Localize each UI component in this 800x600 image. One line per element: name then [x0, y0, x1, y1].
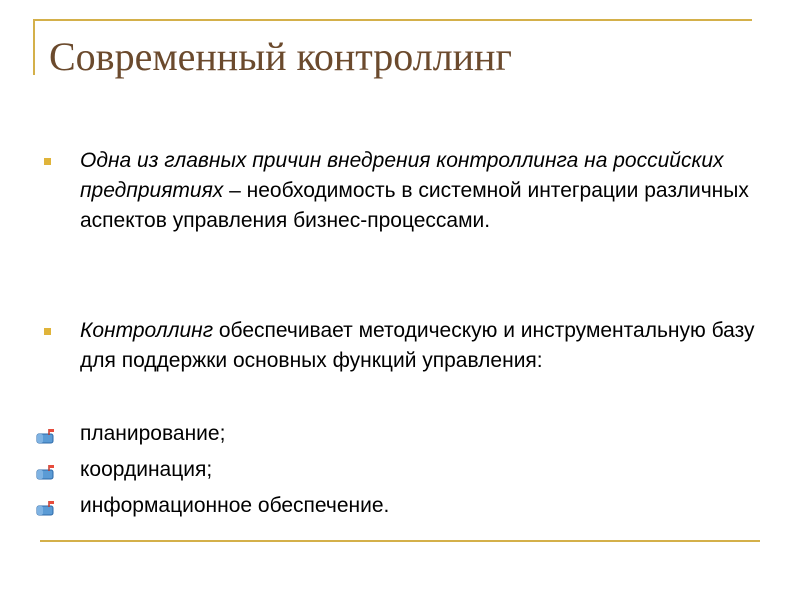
left-rule	[33, 19, 35, 75]
bullet-2-italic: Контроллинг	[80, 319, 214, 342]
bottom-rule	[40, 540, 760, 542]
bullet-paragraph-2	[80, 316, 760, 376]
mailbox-icon	[35, 464, 57, 480]
list-item-planning: планирование;	[80, 422, 226, 445]
top-rule	[34, 19, 752, 21]
list-item-coordination: координация;	[80, 458, 213, 481]
square-bullet-icon	[44, 158, 51, 165]
slide-title: Современный контроллинг	[49, 34, 512, 79]
mailbox-icon	[35, 428, 57, 444]
square-bullet-icon	[44, 328, 51, 335]
bullet-2-text: обеспечивает методическую и инструментальную базу для поддержки основных функций управления:	[80, 319, 755, 372]
list-item-information-support: информационное обеспечение.	[80, 494, 390, 517]
mailbox-icon	[35, 500, 57, 516]
bullet-1-italic: Одна из главных причин внедрения контроллинга на российских предприятиях	[80, 149, 724, 202]
bullet-paragraph-1	[80, 146, 760, 236]
bullet-1-text: – необходимость в системной интеграции различных аспектов управления бизнес-процессами.	[80, 179, 749, 232]
